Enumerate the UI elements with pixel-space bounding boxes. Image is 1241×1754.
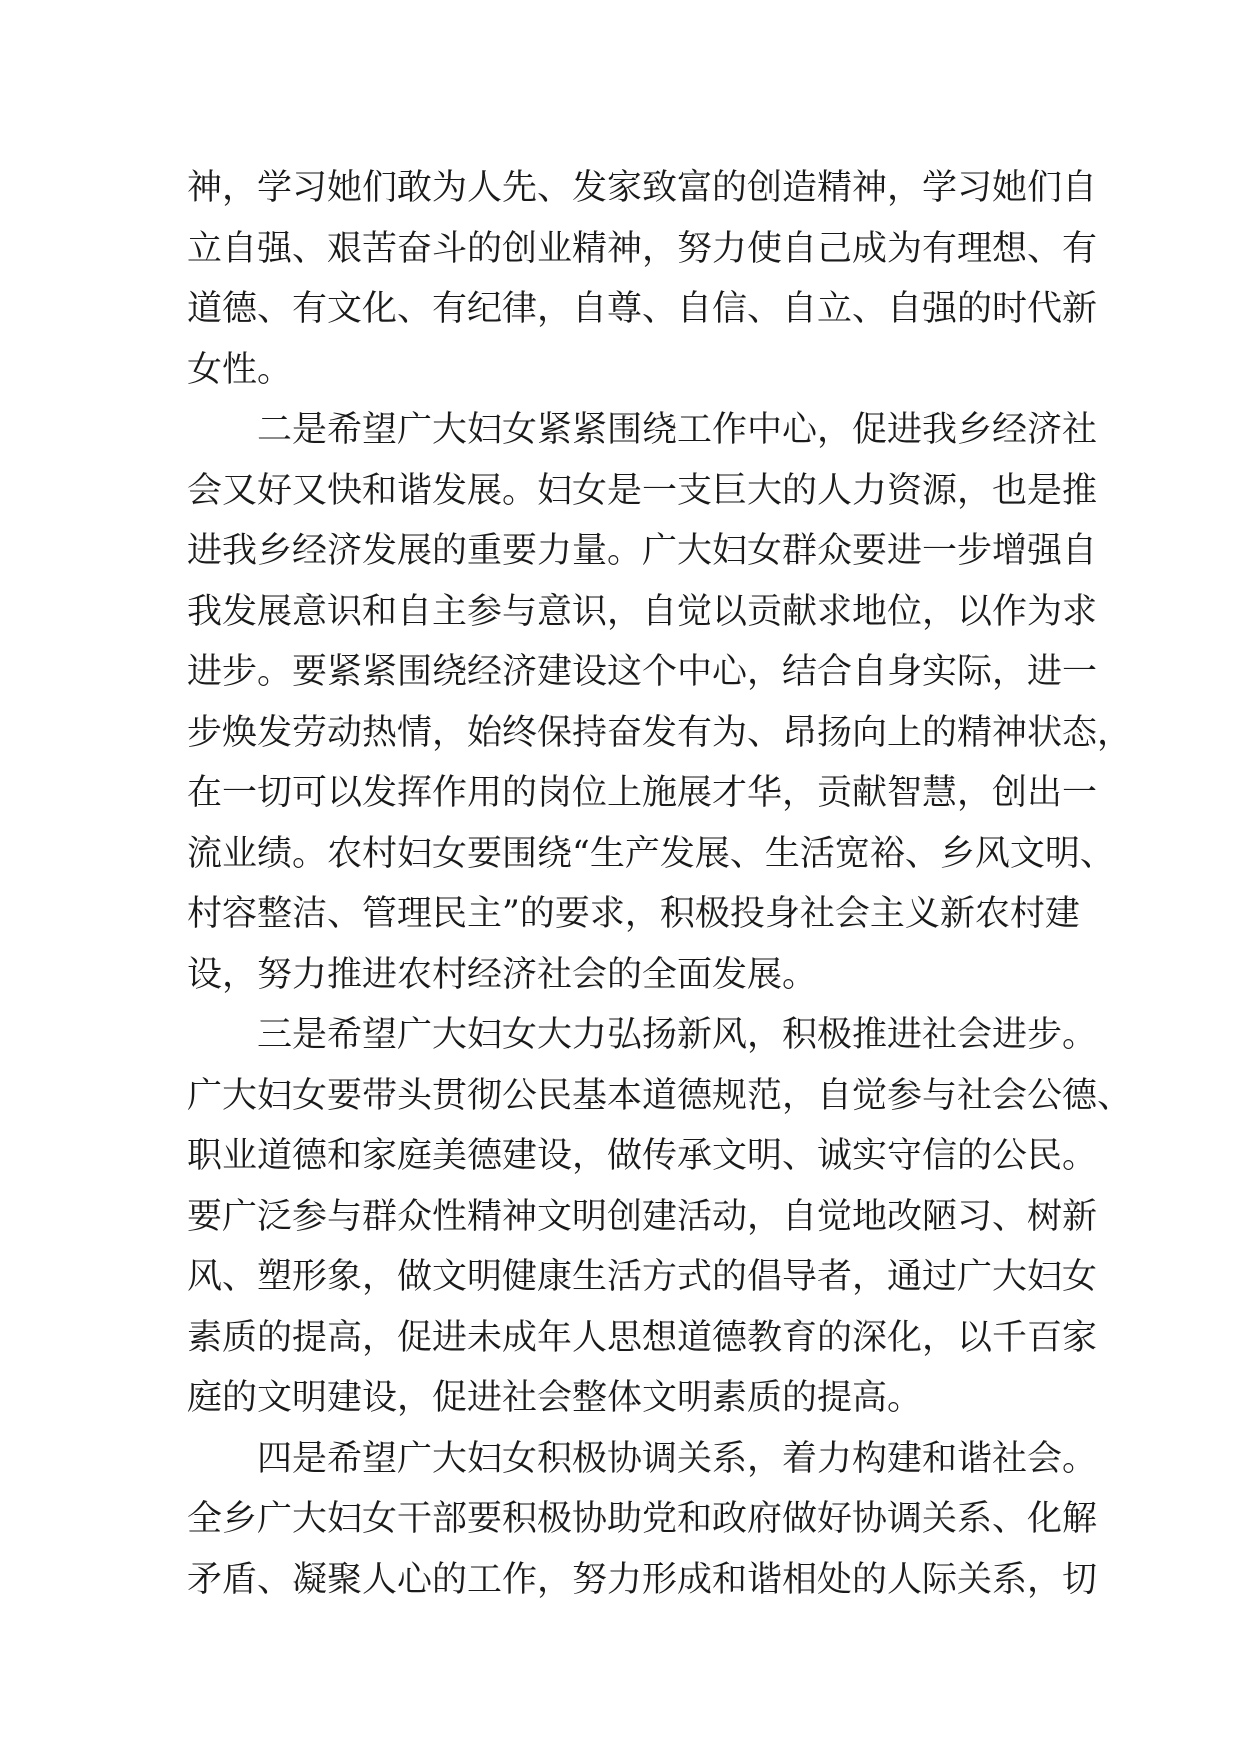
paragraph-4 — [187, 1429, 1098, 1611]
text-line: 风、塑形象，做文明健康生活方式的倡导者，通过广大妇女 — [187, 1257, 1098, 1297]
text-line: 道德、有文化、有纪律，自尊、自信、自立、自强的时代新 — [187, 289, 1098, 329]
paragraph-3 — [187, 1005, 1133, 1429]
text-line: 我发展意识和自主参与意识，自觉以贡献求地位，以作为求 — [187, 591, 1098, 632]
text-line: 村容整洁、管理民主”的要求，积极投身社会主义新农村建 — [187, 894, 1080, 934]
text-line: 三是希望广大妇女大力弘扬新风，积极推进社会进步。 — [257, 1015, 1098, 1055]
paragraph-2 — [187, 400, 1133, 1005]
text-line: 素质的提高，促进未成年人思想道德教育的深化，以千百家 — [187, 1317, 1098, 1358]
text-line: 矛盾、凝聚人心的工作，努力形成和谐相处的人际关系，切 — [187, 1559, 1098, 1600]
text-line: 流业绩。农村妇女要围绕“生产发展、生活宽裕、乡风文明、 — [187, 833, 1115, 874]
body-text — [187, 158, 1133, 1610]
text-line: 女性。 — [187, 349, 293, 390]
text-line: 要广泛参与群众性精神文明创建活动，自觉地改陋习、树新 — [187, 1196, 1098, 1237]
text-line: 步焕发劳动热情，始终保持奋发有为、昂扬向上的精神状态， — [187, 712, 1133, 753]
text-line: 广大妇女要带头贯彻公民基本道德规范，自觉参与社会公德、 — [187, 1075, 1133, 1116]
text-line: 四是希望广大妇女积极协调关系，着力构建和谐社会。 — [257, 1438, 1098, 1479]
text-line: 全乡广大妇女干部要积极协助党和政府做好协调关系、化解 — [187, 1499, 1098, 1539]
paragraph-1 — [187, 158, 1098, 400]
text-line: 二是希望广大妇女紧紧围绕工作中心，促进我乡经济社 — [257, 410, 1098, 450]
text-line: 进我乡经济发展的重要力量。广大妇女群众要进一步增强自 — [187, 531, 1098, 571]
text-line: 庭的文明建设，促进社会整体文明素质的提高。 — [187, 1378, 923, 1418]
text-line: 会又好又快和谐发展。妇女是一支巨大的人力资源，也是推 — [187, 470, 1098, 511]
text-line: 设，努力推进农村经济社会的全面发展。 — [187, 954, 818, 995]
text-line: 立自强、艰苦奋斗的创业精神，努力使自己成为有理想、有 — [187, 228, 1098, 269]
text-line: 职业道德和家庭美德建设，做传承文明、诚实守信的公民。 — [187, 1136, 1098, 1176]
text-line: 在一切可以发挥作用的岗位上施展才华，贡献智慧，创出一 — [187, 773, 1098, 813]
text-line: 进步。要紧紧围绕经济建设这个中心，结合自身实际，进一 — [187, 652, 1098, 692]
text-line: 神，学习她们敢为人先、发家致富的创造精神，学习她们自 — [187, 168, 1098, 208]
